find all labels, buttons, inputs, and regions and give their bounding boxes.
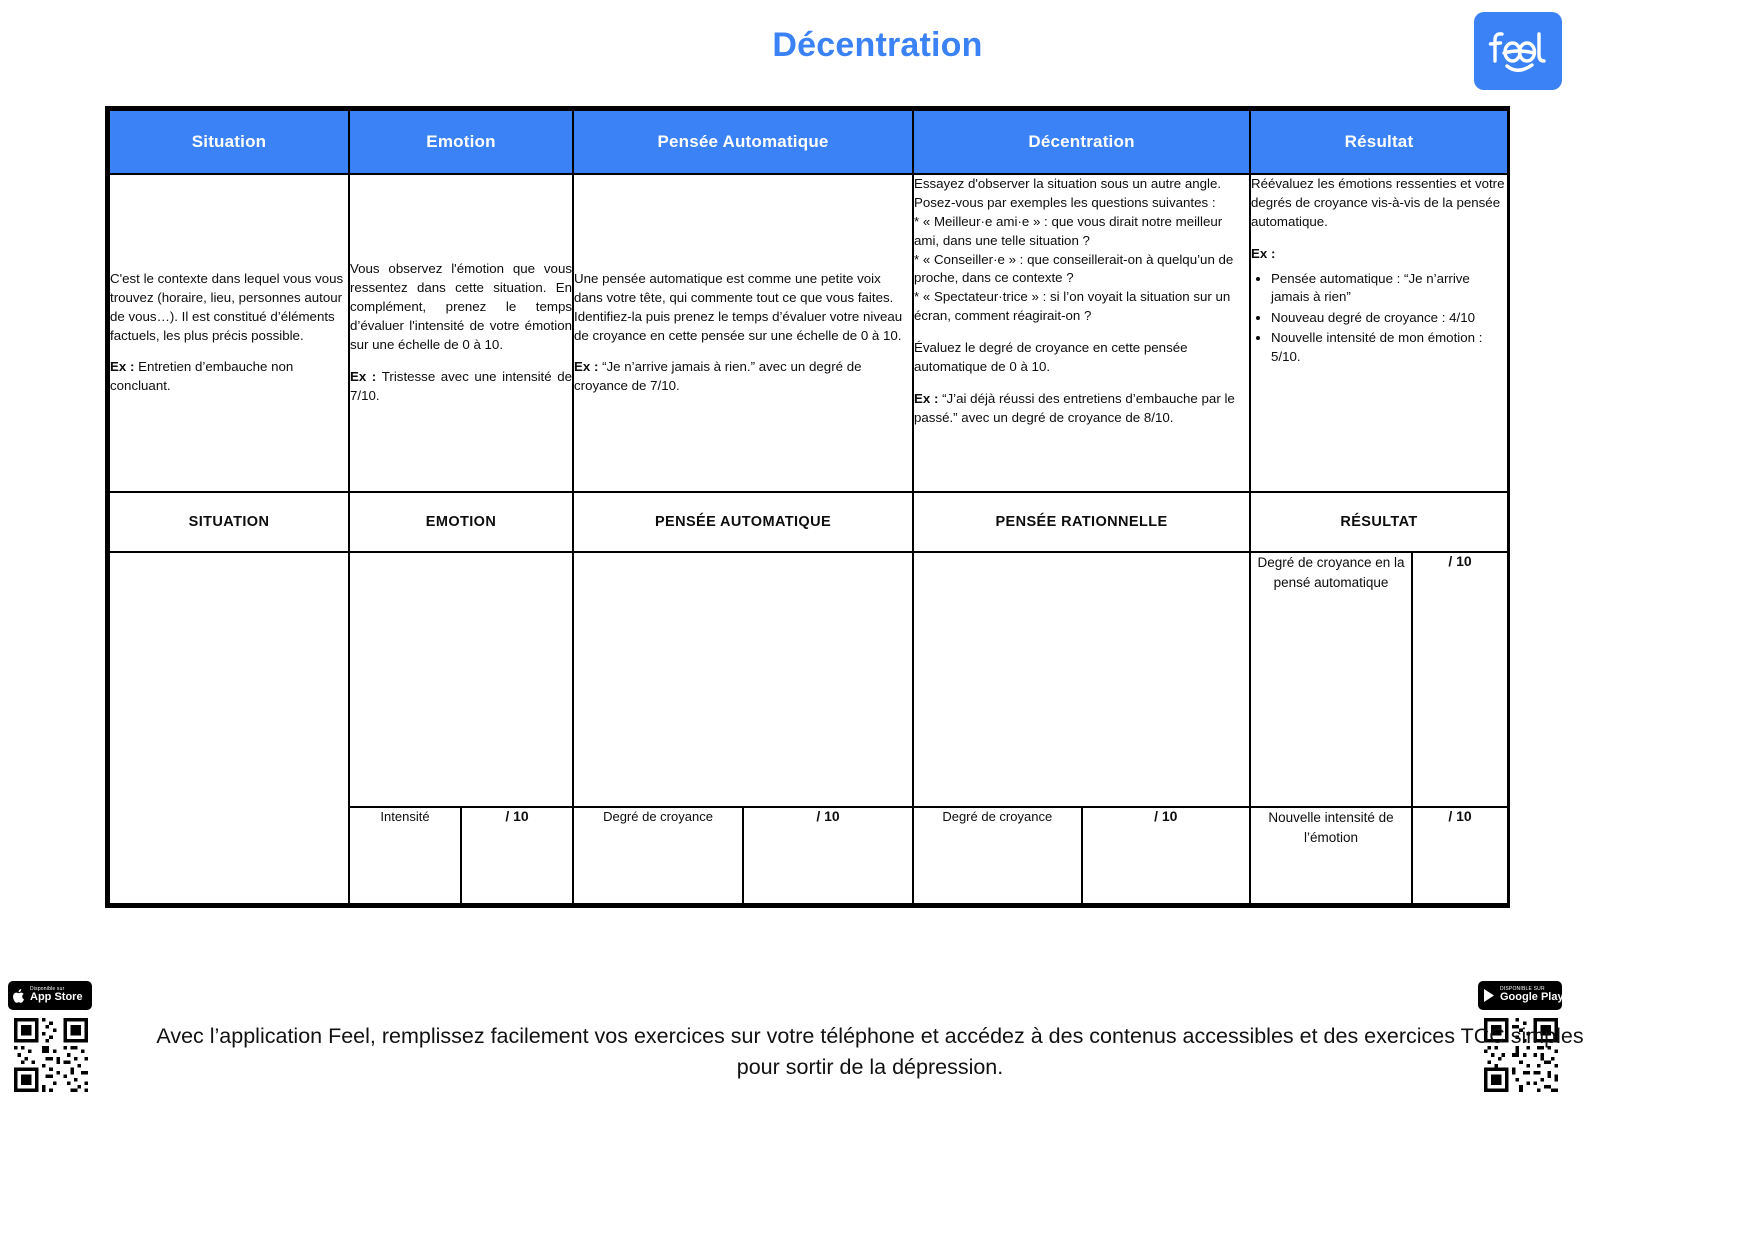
feel-logo — [1474, 12, 1562, 90]
resultat-belief-score[interactable]: / 10 — [1412, 553, 1507, 807]
description-resultat-body: Réévaluez les émotions ressenties et votre degrés de croyance vis-à-vis de la pensée automatique. — [1251, 176, 1505, 229]
emotion-inner-grid — [350, 553, 572, 903]
grid — [108, 109, 1509, 905]
page-title: Décentration — [772, 26, 983, 64]
resultat-inner-grid — [1251, 553, 1507, 903]
ex-text: Tristesse avec une intensité de 7/10. — [350, 368, 572, 403]
header-row — [109, 110, 1508, 174]
pensee-rationnelle-belief-label: Degré de croyance — [914, 807, 1082, 903]
google-play-badge[interactable] — [1478, 981, 1562, 1010]
subheader-resultat: RÉSULTAT — [1250, 492, 1508, 552]
description-decentration-intro: Essayez d'observer la situation sous un autre angle. Posez-vous par exemples les questions suivantes : — [914, 176, 1222, 210]
description-emotion-body: Vous observez l'émotion que vous ressentez dans cette situation. En complément, prenez le temps d’évaluer l'intensité de votre émotion sur une échelle de 0 à 10. — [350, 261, 572, 352]
description-pensee-automatique — [573, 174, 913, 492]
description-decentration-example — [914, 390, 1249, 428]
emotion-intensity-score[interactable]: / 10 — [461, 807, 572, 903]
resultat-new-intensity-score[interactable]: / 10 — [1412, 807, 1507, 903]
ex-text: Entretien d’embauche non concluant. — [110, 359, 294, 394]
emotion-intensity-label: Intensité — [350, 807, 461, 903]
qr-code-appstore[interactable] — [14, 1018, 88, 1092]
app-store-text — [30, 987, 83, 1004]
ex-label: Ex : — [574, 359, 603, 375]
description-row — [109, 174, 1508, 492]
pensee-automatique-belief-label: Degré de croyance — [574, 807, 743, 903]
subheader-pensee-automatique: PENSÉE AUTOMATIQUE — [573, 492, 913, 552]
subheader-situation: SITUATION — [109, 492, 349, 552]
description-emotion — [349, 174, 573, 492]
description-pensee-automatique-example — [574, 358, 912, 396]
description-resultat-ex-label — [1251, 245, 1507, 264]
ex-label: Ex : — [350, 368, 382, 384]
description-decentration-bullet-2: * « Spectateur·trice » : si l’on voyait la situation sur un écran, comment réagirait-on ? — [914, 289, 1231, 324]
pensee-automatique-inner-grid — [574, 553, 912, 903]
entry-situation-field[interactable] — [109, 552, 349, 904]
column-header-situation: Situation — [109, 110, 349, 174]
entry-emotion-cell — [349, 552, 573, 904]
subheader-pensee-rationnelle: PENSÉE RATIONNELLE — [913, 492, 1250, 552]
description-emotion-example — [350, 368, 572, 406]
column-header-resultat: Résultat — [1250, 110, 1508, 174]
description-situation-example — [110, 358, 348, 396]
footer-text: Avec l’application Feel, remplissez facilement vos exercices sur votre téléphone et accédez à des contenus accessibles et des exercices TCC simples pour sortir de la dépression. — [156, 1024, 1584, 1079]
description-decentration-evaluate: Évaluez le degré de croyance en cette pensée automatique de 0 à 10. — [914, 340, 1188, 374]
entry-pensee-automatique-field[interactable] — [574, 553, 912, 807]
description-decentration — [913, 174, 1250, 492]
entry-row — [109, 552, 1508, 904]
entry-emotion-field[interactable] — [350, 553, 572, 807]
feel-logo-icon — [1487, 27, 1549, 75]
column-header-decentration: Décentration — [913, 110, 1250, 174]
description-resultat — [1250, 174, 1508, 492]
ex-label: Ex : — [914, 390, 943, 406]
app-store-big-label: App Store — [30, 991, 83, 1004]
column-header-pensee-automatique: Pensée Automatique — [573, 110, 913, 174]
description-pensee-automatique-body: Une pensée automatique est comme une petite voix dans votre tête, qui commente tout ce que vous faites. Identifiez-la puis prenez le temps d’évaluer votre niveau de croyance en cette pensée sur une échelle de 0 à 10. — [574, 270, 903, 343]
pensee-automatique-belief-score[interactable]: / 10 — [743, 807, 912, 903]
app-store-badge[interactable] — [8, 981, 92, 1010]
ex-label: Ex : — [110, 359, 139, 375]
entry-pensee-automatique-cell — [573, 552, 913, 904]
description-situation-body: C'est le contexte dans lequel vous vous trouvez (horaire, lieu, personnes autour de vous…). Il est constitué d’éléments factuels, les plus précis possible. — [110, 270, 344, 343]
pensee-rationnelle-belief-score[interactable]: / 10 — [1082, 807, 1250, 903]
google-play-text — [1500, 987, 1564, 1004]
description-resultat-bullets — [1251, 270, 1507, 367]
list-item: • Pensée automatique : “Je n’arrive jamais à rien” — [1271, 270, 1507, 307]
ex-text: “Je n’arrive jamais à rien.” avec un degré de croyance de 7/10. — [574, 359, 862, 394]
list-item: • Nouvelle intensité de mon émotion : 5/10. — [1271, 329, 1507, 366]
subheader-emotion: EMOTION — [349, 492, 573, 552]
description-situation — [109, 174, 349, 492]
entry-pensee-rationnelle-cell — [913, 552, 1250, 904]
resultat-belief-label: Degré de croyance en la pensé automatique — [1251, 553, 1412, 807]
list-item: • Nouveau degré de croyance : 4/10 — [1271, 309, 1507, 328]
subheader-row — [109, 492, 1508, 552]
resultat-new-intensity-label: Nouvelle intensité de l’émotion — [1251, 807, 1412, 903]
entry-pensee-rationnelle-field[interactable] — [914, 553, 1249, 807]
google-play-big-label: Google Play — [1500, 991, 1564, 1004]
google-play-small-label: DISPONIBLE SUR — [1500, 986, 1545, 993]
description-decentration-bullet-1: * « Conseiller·e » : que conseillerait-on à quelqu’un de proche, dans ce contexte ? — [914, 251, 1234, 286]
pensee-rationnelle-inner-grid — [914, 553, 1249, 903]
column-header-emotion: Emotion — [349, 110, 573, 174]
play-triangle-icon — [1483, 988, 1496, 1003]
apple-icon — [13, 988, 26, 1004]
worksheet-table — [105, 106, 1510, 908]
description-decentration-bullet-0: * « Meilleur·e ami·e » : que vous dirait notre meilleur ami, dans une telle situation ? — [914, 213, 1223, 248]
app-store-small-label: Disponible sur — [30, 986, 65, 993]
ex-label: Ex : — [1251, 245, 1276, 261]
entry-resultat-cell — [1250, 552, 1508, 904]
ex-text: “J’ai déjà réussi des entretiens d’embauche par le passé.” avec un degré de croyance de 8/10. — [914, 390, 1235, 425]
